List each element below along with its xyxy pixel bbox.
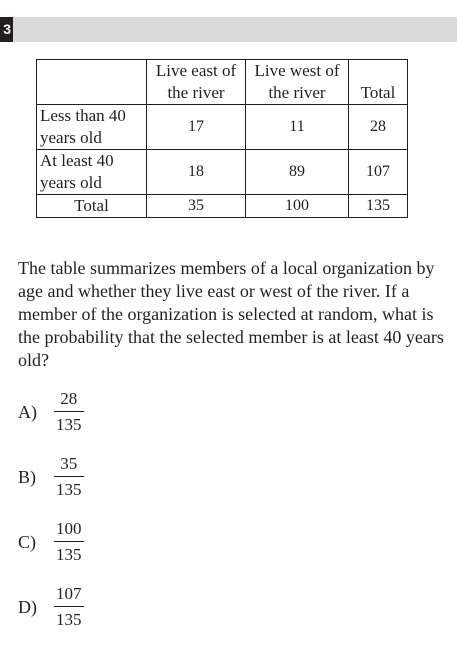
numerator: 100 bbox=[56, 519, 82, 538]
choice-letter: B) bbox=[18, 466, 36, 487]
col-header-total: Total bbox=[349, 60, 408, 105]
denominator: 135 bbox=[54, 411, 84, 435]
data-table bbox=[36, 59, 408, 218]
col-header-east: Live east of the river bbox=[147, 60, 246, 105]
fraction bbox=[54, 519, 84, 565]
col-header-west: Live west of the river bbox=[246, 60, 349, 105]
row-label-under-40: Less than 40 years old bbox=[37, 105, 147, 150]
choice-b[interactable] bbox=[18, 453, 84, 501]
table-row bbox=[37, 150, 408, 195]
choice-letter: D) bbox=[18, 596, 37, 617]
choice-letter: C) bbox=[18, 531, 36, 552]
denominator: 135 bbox=[54, 476, 84, 500]
choice-letter: A) bbox=[18, 401, 37, 422]
table-cell: 135 bbox=[349, 195, 408, 218]
table-cell: 100 bbox=[246, 195, 349, 218]
table-cell: 89 bbox=[246, 150, 349, 195]
fraction bbox=[54, 584, 84, 630]
numerator: 107 bbox=[56, 584, 82, 603]
table-header-row bbox=[37, 60, 408, 105]
fraction bbox=[54, 454, 84, 500]
question-text: The table summarizes members of a local organization by age and whether they live east or west of the river. If a member of the organization is selected at random, what is the probability that the selected member is at least 40 years old? bbox=[18, 258, 444, 370]
numerator: 28 bbox=[60, 389, 78, 408]
numerator: 35 bbox=[60, 454, 78, 473]
table-row bbox=[37, 195, 408, 218]
table-cell: 18 bbox=[147, 150, 246, 195]
question-header-bar bbox=[0, 17, 457, 42]
choice-a[interactable] bbox=[18, 388, 84, 436]
table-cell: 11 bbox=[246, 105, 349, 150]
table-cell: 28 bbox=[349, 105, 408, 150]
table-corner-cell bbox=[37, 60, 147, 105]
table-cell: 17 bbox=[147, 105, 246, 150]
fraction bbox=[54, 389, 84, 435]
denominator: 135 bbox=[54, 541, 84, 565]
table-cell: 107 bbox=[349, 150, 408, 195]
table-row bbox=[37, 105, 408, 150]
row-label-40-plus: At least 40 years old bbox=[37, 150, 147, 195]
table-cell: 35 bbox=[147, 195, 246, 218]
denominator: 135 bbox=[54, 606, 84, 630]
choice-d[interactable] bbox=[18, 583, 84, 631]
question-number: 3 bbox=[0, 17, 13, 42]
choice-c[interactable] bbox=[18, 518, 84, 566]
row-label-total: Total bbox=[37, 195, 147, 218]
